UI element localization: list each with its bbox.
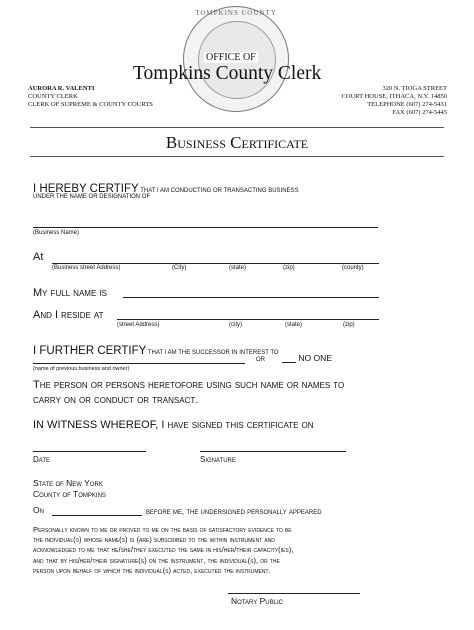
full-name-field[interactable]	[123, 297, 379, 298]
reside-zip-caption: (zip)	[343, 322, 355, 328]
acknowledgment-line: acknowledged to me that he/she/they executed the same in his/her/their capacity(ies),	[33, 545, 294, 555]
predecessor-field[interactable]	[33, 363, 245, 364]
witness-heading: IN WITNESS WHEREOF	[33, 419, 156, 431]
notary-date-field[interactable]	[52, 515, 142, 516]
or-label: OR	[256, 357, 265, 363]
before-me-label: before me, the undersigned personally appeared	[146, 507, 322, 516]
business-zip-caption: (zip)	[283, 265, 295, 271]
office-of-label: OFFICE OF	[206, 52, 256, 63]
acknowledgment-line: the individual(s) whose name(s) is (are) subscribed to the within instrument and	[33, 535, 275, 545]
persons-line-2	[33, 394, 198, 406]
witness-line	[33, 419, 313, 431]
reside-street-caption: (street Address)	[117, 322, 160, 328]
notary-text: Notary Public	[231, 596, 283, 606]
signature-text: Signature	[200, 455, 236, 464]
notary-caption	[231, 596, 283, 606]
office-fax: FAX (607) 274-5445	[392, 109, 447, 116]
clerk-courts: CLERK OF SUPREME & COUNTY COURTS	[28, 101, 153, 108]
certify-text: THAT I AM CONDUCTING OR TRANSACTING BUSINESS	[138, 188, 299, 194]
office-street: 320 N. TIOGA STREET	[382, 85, 447, 92]
clerk-title: COUNTY CLERK	[28, 93, 78, 100]
further-certify-line	[33, 341, 279, 359]
signature-caption	[200, 455, 236, 464]
business-city-caption: (City)	[172, 265, 187, 271]
clerk-name: AURORA R. VALENTI	[28, 85, 95, 92]
clerk-info	[28, 85, 153, 109]
business-state-caption: (state)	[229, 265, 247, 271]
reside-state-caption: (state)	[285, 322, 303, 328]
business-street-caption: (Business street Address)	[52, 265, 121, 271]
certify-line-2: UNDER THE NAME OR DESIGNATION OF	[33, 194, 151, 200]
reside-city-caption: (city)	[229, 322, 242, 328]
office-contact	[341, 85, 447, 117]
notary-signature-field[interactable]	[228, 593, 360, 594]
acknowledgment-line: person upon behalf of which the individual(s) acted, executed the instrument.	[33, 565, 271, 575]
signature-field[interactable]	[200, 451, 346, 452]
no-one-option[interactable]	[282, 353, 332, 363]
no-one-line	[282, 362, 296, 363]
seal-text: TOMPKINS COUNTY	[195, 9, 277, 17]
before-me-text	[146, 507, 322, 516]
office-phone: TELEPHONE (607) 274-5431	[367, 101, 447, 108]
business-name-caption: (Business Name)	[33, 230, 80, 236]
acknowledgment-line: and that by his/her/their signature(s) on the instrument, the individual(s), or the	[33, 555, 280, 565]
state-line-1	[33, 478, 103, 488]
form-title: Business Certificate	[165, 133, 309, 152]
county-text: County of Tompkins	[33, 489, 106, 499]
office-city: COURT HOUSE, ITHACA, N.Y. 14850	[341, 93, 447, 100]
persons-text-1: The person or persons heretofore using such name or names to	[33, 379, 345, 391]
reside-text: And I reside at	[33, 309, 104, 321]
business-county-caption: (county)	[342, 265, 364, 271]
full-name-label	[33, 287, 107, 299]
office-title: Tompkins County Clerk	[133, 63, 322, 84]
on-label	[33, 505, 44, 515]
further-certify-text: THAT I AM THE SUCCESSOR IN INTEREST TO	[146, 350, 279, 356]
state-text: State of New York	[33, 478, 103, 488]
persons-line-1	[33, 379, 344, 391]
residence-address-field[interactable]	[117, 319, 379, 320]
date-field[interactable]	[33, 451, 146, 452]
certify-heading: I HEREBY CERTIFY	[33, 183, 139, 195]
acknowledgment-line: Personally known to me or proved to me on the basis of satisfactory evidence to be	[33, 525, 292, 534]
no-one-text: NO ONE	[298, 353, 332, 363]
business-address-field[interactable]	[52, 263, 379, 264]
witness-text: , I have signed this certificate on	[155, 419, 314, 431]
title-rule-bottom	[30, 156, 444, 157]
date-text: Date	[33, 455, 51, 464]
business-name-field[interactable]	[33, 227, 378, 228]
at-label: At	[33, 251, 44, 263]
title-rule-top	[30, 127, 444, 128]
acknowledgment-paragraph	[33, 525, 293, 576]
persons-text-2: carry on or conduct or transact.	[33, 394, 199, 406]
full-name-text: My full name is	[33, 287, 107, 299]
date-caption	[33, 455, 50, 464]
state-line-2	[33, 489, 106, 499]
further-certify-heading: I FURTHER CERTIFY	[33, 345, 147, 357]
previous-name-caption: (name of previous business and owner)	[33, 366, 130, 372]
reside-label	[33, 309, 104, 321]
on-text: On	[33, 505, 44, 515]
